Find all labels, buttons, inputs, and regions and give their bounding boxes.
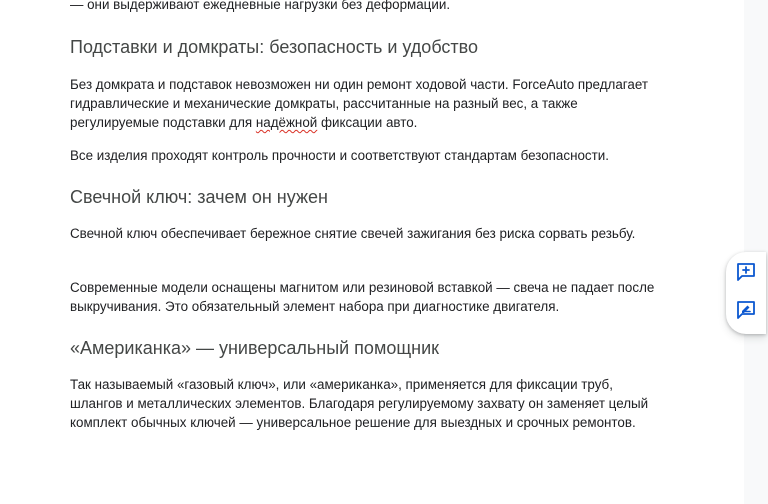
heading-jacks-stands[interactable]: Подставки и домкраты: безопасность и удобство bbox=[70, 37, 479, 57]
suggest-edit-button[interactable] bbox=[734, 298, 758, 322]
suggest-edit-icon bbox=[735, 299, 757, 321]
paragraph-spark-plug-modern[interactable]: Современные модели оснащены магнитом или резиновой вставкой — свеча не падает после выкручивания. Это обязательный элемент набора при диагностике двигателя. bbox=[70, 280, 655, 314]
add-comment-button[interactable] bbox=[734, 260, 758, 284]
paragraph-top-line[interactable]: — они выдерживают ежедневные нагрузки без деформации. bbox=[70, 0, 451, 12]
paragraph-americanka[interactable]: Так называемый «газовый ключ», или «американка», применяется для фиксации труб, шлангов и металлических элементов. Благодаря регулируемому захвату он заменяет целый комплект обычных ключей — универсальное решение для выездных и срочных ремонтов. bbox=[70, 377, 649, 430]
paragraph-jacks-intro[interactable] bbox=[70, 75, 660, 132]
add-comment-icon bbox=[735, 261, 757, 283]
paragraph-spark-plug-intro[interactable]: Свечной ключ обеспечивает бережное снятие свечей зажигания без риска сорвать резьбу. bbox=[70, 226, 636, 241]
text-run: фиксации авто. bbox=[317, 115, 418, 130]
heading-americanka[interactable]: «Американка» — универсальный помощник bbox=[70, 338, 440, 358]
paragraph-safety[interactable]: Все изделия проходят контроль прочности и соответствуют стандартам безопасности. bbox=[70, 148, 609, 163]
heading-spark-plug-wrench[interactable]: Свечной ключ: зачем он нужен bbox=[70, 187, 328, 207]
floating-side-actions bbox=[726, 252, 766, 334]
text-run: Без домкрата и подставок невозможен ни один ремонт ходовой части. ForceAuto предлагает гидравлические и механические домкраты, рассчитанные на разный вес, а также регулируемые подставки для bbox=[70, 77, 648, 130]
spellcheck-word[interactable]: надёжной bbox=[255, 115, 318, 130]
